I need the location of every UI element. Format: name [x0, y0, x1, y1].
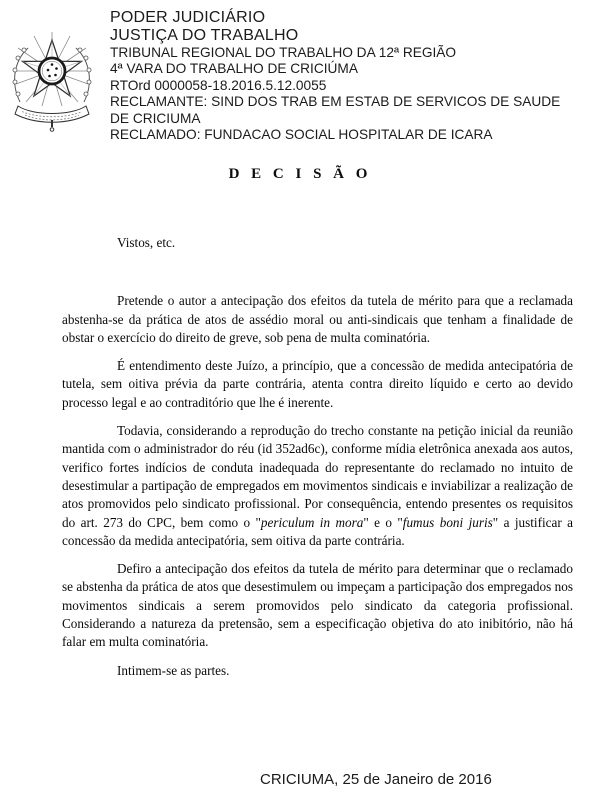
paragraph-intimem: Intimem-se as partes. [117, 662, 230, 678]
header-line-vara: 4ª VARA DO TRABALHO DE CRICIÚMA [110, 61, 358, 77]
paragraph-vistos: Vistos, etc. [117, 235, 176, 250]
header-line-reclamante-cont: DE CRICIUMA [110, 110, 201, 126]
paragraph-pretende: Pretende o autor a antecipação dos efeitos da tutela de mérito para que a reclamada abstenha-se da prática de atos de assédio moral ou anti-sindicais que tenham a finalidade de obstar o exercício do direito de greve, sob pena de multa cominatória. [62, 293, 573, 345]
document-title: D E C I S Ã O [228, 166, 372, 182]
header-line-justica-trabalho: JUSTIÇA DO TRABALHO [110, 27, 299, 44]
document-header [0, 0, 600, 143]
dateline: CRICIUMA, 25 de Janeiro de 2016 [260, 771, 492, 788]
header-line-tribunal: TRIBUNAL REGIONAL DO TRABALHO DA 12ª REGIÃO [110, 45, 457, 60]
header-line-poder-judiciario: PODER JUDICIÁRIO [110, 9, 266, 26]
paragraph-todavia: Todavia, considerando a reprodução do trecho constante na petição inicial da reunião mantida com o administrador do réu (id 352ad6c), conforme mídia eletrônica anexada aos autos, verifico fortes indícios de conduta inadequada do representante do reclamado no intuito de desestimular a partipação de empregados em movimentos sindicais e inviabilizar a realização de atos promovidos pelo sindicato profissional. Por consequência, entendo presentes os requisitos do art. 273 do CPC, bem como o "periculum in mora" e o "fumus boni juris" a justificar a concessão da medida antecipatória, sem oitiva da parte contrária. [62, 423, 573, 548]
paragraph-defiro: Defiro a antecipação dos efeitos da tutela de mérito para determinar que o reclamado se abstenha da prática de atos que desestimulem ou impeçam a participação dos empregados nos movimentos sindicais a serem promovidos pelo sindicato da categoria profissional. Considerando a natureza da pretensão, sem a especificação objetiva do ato inibitório, não há falar em multa cominatória. [62, 561, 573, 650]
brazil-coat-of-arms-icon [8, 24, 96, 134]
header-line-reclamado: RECLAMADO: FUNDACAO SOCIAL HOSPITALAR DE ICARA [110, 127, 493, 143]
header-line-reclamante: RECLAMANTE: SIND DOS TRAB EM ESTAB DE SERVICOS DE SAUDE [110, 94, 561, 110]
header-line-processo: RTOrd 0000058-18.2016.5.12.0055 [110, 77, 327, 93]
paragraph-entendimento: É entendimento deste Juízo, a princípio, que a concessão de medida antecipatória de tutela, sem oitiva prévia da parte contrária, atenta contra direito líquido e certo ao devido processo legal e ao contraditório que lhe é inerente. [62, 358, 573, 410]
document-body [0, 234, 600, 680]
